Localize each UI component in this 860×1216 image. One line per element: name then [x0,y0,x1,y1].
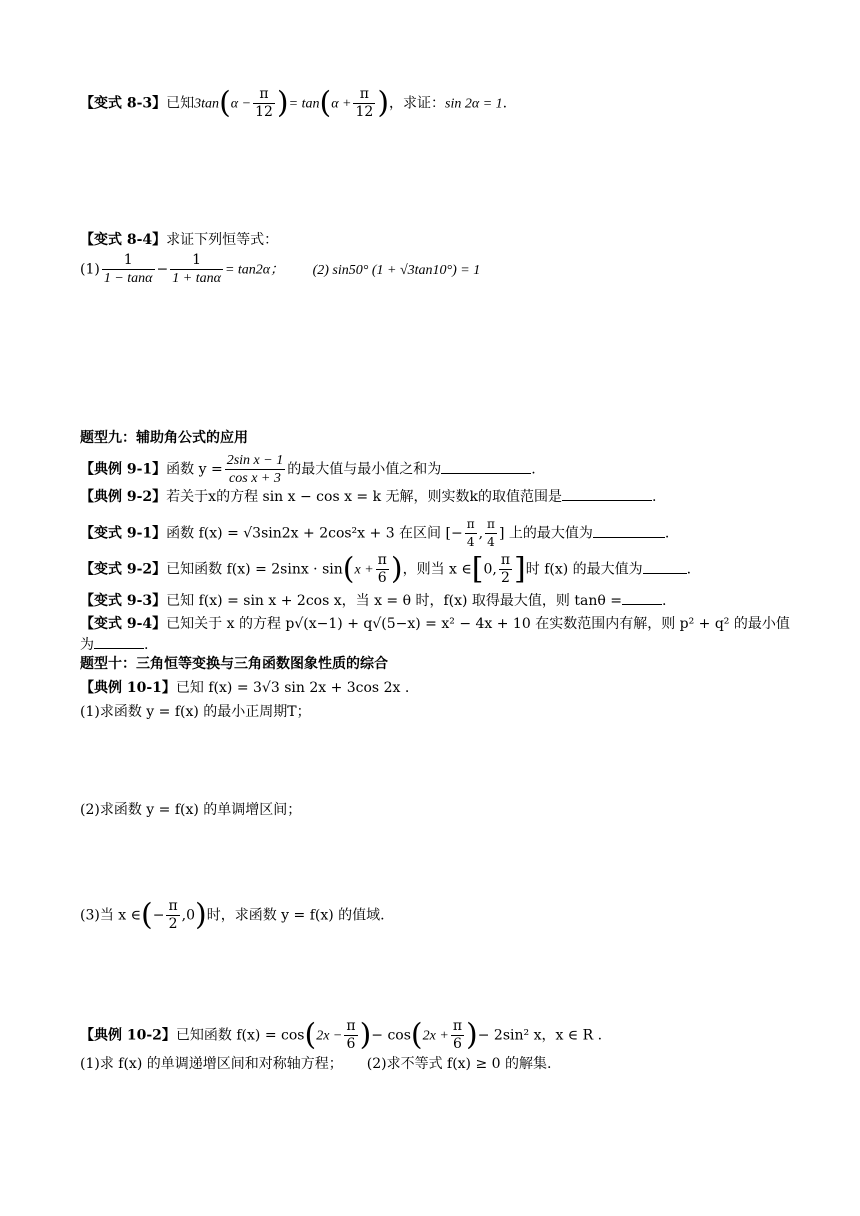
math-text: x + [354,562,374,578]
denominator: 4 [485,533,497,551]
question-1: (1)求 f(x) 的单调递增区间和对称轴方程； [80,1056,343,1072]
paren-open: ( [219,85,231,121]
numerator: π [168,898,178,914]
text: ，则当 x ∈ [402,561,472,578]
math-text: 2x + [422,1028,449,1044]
label: 【变式 8-3】 [80,95,167,112]
paren-close: ) [359,1017,372,1053]
text: . [652,489,657,505]
denominator: 1 − tanα [103,271,153,286]
numerator: π [500,552,511,568]
answer-blank[interactable] [593,523,665,538]
text: (3)当 x ∈ [80,907,141,924]
text: . [531,461,536,478]
example-9-1 [80,452,536,487]
denominator: 12 [255,104,273,120]
fraction [102,252,155,287]
text: . [144,637,149,653]
label: 【变式 9-2】 [80,561,167,578]
paren-close: ) [276,85,289,121]
fraction [170,252,223,287]
math-text: = tan2α； [224,262,285,278]
text: ，求证： [389,95,446,112]
fraction [376,552,389,587]
answer-blank[interactable] [562,486,652,501]
fraction [451,1018,464,1053]
paren-open: ( [304,1017,317,1053]
variant-9-4-line2 [80,634,148,655]
label: 【变式 9-4】 [80,616,167,632]
example-9-2 [80,486,656,507]
variant-9-2 [80,552,691,587]
example-10-1-q2: (2)求函数 y = f(x) 的单调增区间； [80,802,302,818]
denominator: 6 [344,1035,357,1053]
answer-blank[interactable] [622,590,662,605]
text: . [661,593,667,609]
denominator: 2 [499,569,512,587]
text: 已知函数 f(x) = cos [175,1027,305,1044]
text: 已知 [166,95,195,112]
label: 【典例 10-2】 [80,1027,176,1044]
text: 函数 y = [166,461,223,478]
paren-open: ( [319,85,332,121]
variant-9-1 [80,516,669,551]
text: . [664,525,670,542]
fraction [353,86,375,121]
example-10-2-questions [80,1054,551,1074]
label: 【变式 8-4】 [80,232,167,248]
math-text: 2x − [316,1028,343,1044]
variant-8-4 [80,230,278,250]
numerator: π [346,1018,356,1034]
label: 【变式 9-1】 [80,525,167,542]
text: 已知关于 x 的方程 p√(x−1) + q√(5−x) = x² − 4x + 10 在实数范围内有解，则 p² + q² 的最小值 [166,616,790,632]
bracket-open: [ [471,551,484,587]
bracket-close: ] [514,551,526,587]
text: 的最大值与最小值之和为 [287,461,442,478]
math-text: α − [230,96,252,112]
variant-9-3 [80,590,666,611]
text: 0, [483,561,497,578]
numerator: 1 [192,252,202,268]
text: − [152,907,165,924]
paren-open: ( [410,1017,423,1053]
math-text: α + [331,96,352,112]
denominator: 12 [355,104,374,120]
math-text: 3tan [194,96,220,112]
fraction [499,552,512,587]
text: . [502,95,508,112]
denominator: 1 + tanα [172,271,221,286]
label: 【典例 10-1】 [80,680,176,696]
numerator: π [377,552,387,568]
text: 已知 f(x) = 3√3 sin 2x + 3cos 2x . [175,680,410,696]
variant-8-3 [80,86,507,121]
paren-open: ( [141,897,153,933]
numerator: π [452,1018,463,1034]
paren-close: ) [195,897,207,933]
denominator: 2 [166,915,179,933]
answer-blank[interactable] [94,634,144,649]
paren-close: ) [390,551,403,587]
fraction [166,898,179,933]
text: − 2sin² x，x ∈ R . [477,1027,603,1044]
section-heading-10: 题型十：三角恒等变换与三角函数图象性质的综合 [80,656,388,672]
denominator: cos x + 3 [225,469,286,487]
math-text: sin 2α = 1 [445,96,503,112]
part-2: (2) sin50° (1 + √3tan10°) = 1 [312,262,481,278]
text: ] 上的最大值为 [498,525,593,542]
denominator: 6 [451,1035,464,1053]
text: ,0 [181,907,196,924]
text: , [478,525,484,542]
variant-8-4-equations [80,252,480,287]
text: . [686,561,692,578]
label: 【典例 9-2】 [80,489,167,505]
text: 时 f(x) 的最大值为 [525,561,643,578]
answer-blank[interactable] [441,459,531,474]
fraction [485,516,497,551]
label: 【变式 9-3】 [80,593,167,609]
paren-close: ) [377,85,390,121]
numerator: 1 [123,252,133,268]
text: 函数 f(x) = √3sin2x + 2cos²x + 3 在区间 [− [166,525,463,542]
example-10-1-q3 [80,898,385,933]
section-heading-9: 题型九：辅助角公式的应用 [80,430,248,446]
text: 已知 f(x) = sin x + 2cos x，当 x = θ 时，f(x) 取得最大值，则 tanθ = [166,593,622,609]
example-10-1-q1: (1)求函数 y = f(x) 的最小正周期T； [80,704,311,720]
label: 【典例 9-1】 [80,461,167,478]
text: 时，求函数 y = f(x) 的值域. [206,907,385,924]
fraction [465,516,477,551]
example-10-2 [80,1018,602,1053]
text: 若关于x的方程 sin x − cos x = k 无解，则实数k的取值范围是 [166,489,563,505]
text: 已知函数 f(x) = 2sinx · sin [166,561,343,578]
numerator: π [487,517,495,531]
fraction [225,452,286,487]
text: 求证下列恒等式： [166,232,279,248]
variant-9-4 [80,614,790,634]
text: − [156,261,169,278]
text: 为 [80,637,94,653]
fraction [344,1018,357,1053]
numerator: π [259,86,269,102]
fraction [253,86,275,121]
paren-open: ( [342,551,355,587]
example-10-1 [80,678,409,698]
text: − cos [371,1027,411,1044]
denominator: 4 [465,533,477,551]
paren-close: ) [466,1017,478,1053]
numerator: 2sin x − 1 [226,453,284,468]
denominator: 6 [376,569,389,587]
numerator: π [466,517,475,531]
numerator: π [359,86,369,102]
question-2: (2)求不等式 f(x) ≥ 0 的解集. [366,1056,552,1072]
math-text: = tan [288,96,320,112]
answer-blank[interactable] [643,559,687,574]
part-number: (1) [80,261,100,278]
